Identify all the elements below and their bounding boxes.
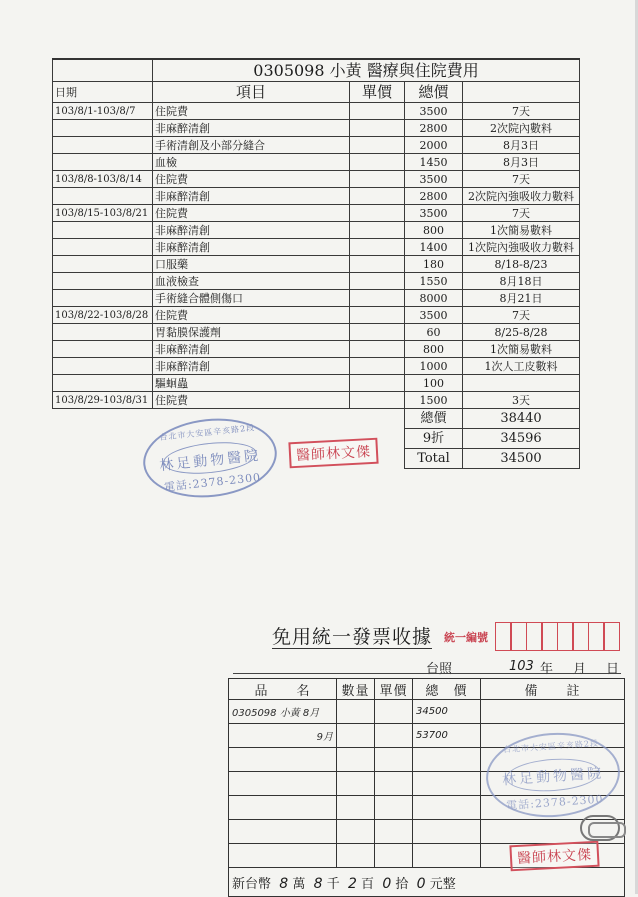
clinic-stamp-address: 台北市大安區辛亥路2段 <box>159 423 256 443</box>
expense-row <box>53 239 580 256</box>
summary-row <box>53 409 580 429</box>
receipt-row-unit <box>375 724 413 748</box>
row-unit-price <box>350 375 405 392</box>
receipt-header-unit: 單價 <box>375 679 413 700</box>
row-note: 8月18日 <box>463 273 580 290</box>
receipt-stamp-name: 林足動物醫院 <box>501 765 605 789</box>
row-unit-price <box>350 137 405 154</box>
receipt-divider <box>233 673 621 674</box>
row-note: 8月21日 <box>463 290 580 307</box>
row-unit-price <box>350 290 405 307</box>
receipt-row-total: 53700 <box>413 724 481 748</box>
receipt-row-qty <box>337 772 375 796</box>
receipt-header-row <box>229 679 625 700</box>
expense-row <box>53 171 580 188</box>
amount-shi-digit: 0 <box>382 875 392 892</box>
row-date: 103/8/8-103/8/14 <box>53 171 153 188</box>
expense-row <box>53 222 580 239</box>
expense-row <box>53 375 580 392</box>
receipt-amount-in-words <box>229 868 625 897</box>
row-item: 住院費 <box>153 205 350 222</box>
receipt-month-label: 月 <box>573 662 587 677</box>
expense-row <box>53 188 580 205</box>
twd-label: 新台幣 <box>232 876 272 892</box>
row-total: 3500 <box>405 103 463 120</box>
receipt-row-name: 0305098 小黃 8月 <box>229 700 337 724</box>
row-note <box>463 375 580 392</box>
row-date: 103/8/1-103/8/7 <box>53 103 153 120</box>
row-item: 非麻醉清創 <box>153 222 350 239</box>
row-total: 800 <box>405 341 463 358</box>
row-date: 103/8/15-103/8/21 <box>53 205 153 222</box>
receipt-row-qty <box>337 820 375 844</box>
amount-yuan-digit: 0 <box>416 875 426 892</box>
expense-row <box>53 392 580 409</box>
expense-header-row <box>53 82 580 103</box>
row-note: 7天 <box>463 171 580 188</box>
row-item: 血檢 <box>153 154 350 171</box>
row-unit-price <box>350 273 405 290</box>
row-note: 8/18-8/23 <box>463 256 580 273</box>
row-item: 住院費 <box>153 103 350 120</box>
unified-number-label: 統一編號 <box>444 631 488 644</box>
receipt-row <box>229 820 625 844</box>
row-date <box>53 358 153 375</box>
amount-wan-unit: 萬 <box>292 876 306 892</box>
receipt-row-unit <box>375 700 413 724</box>
expense-row <box>53 154 580 171</box>
row-total: 60 <box>405 324 463 341</box>
row-item: 非麻醉清創 <box>153 341 350 358</box>
row-item: 血液檢查 <box>153 273 350 290</box>
amount-yuan-unit: 元整 <box>429 876 456 892</box>
receipt-row-name <box>229 844 337 868</box>
receipt-row-total <box>413 748 481 772</box>
row-unit-price <box>350 324 405 341</box>
receipt-row-qty <box>337 724 375 748</box>
row-total: 2800 <box>405 120 463 137</box>
row-item: 住院費 <box>153 171 350 188</box>
header-item: 項目 <box>153 82 350 103</box>
row-note: 3天 <box>463 392 580 409</box>
row-total: 3500 <box>405 205 463 222</box>
header-date: 日期 <box>53 82 153 103</box>
header-total: 總價 <box>405 82 463 103</box>
receipt-row-total: 34500 <box>413 700 481 724</box>
row-note: 1次院內強吸收力數料 <box>463 239 580 256</box>
receipt-day-label: 日 <box>606 662 620 677</box>
row-note: 7天 <box>463 205 580 222</box>
row-date <box>53 290 153 307</box>
row-date <box>53 188 153 205</box>
header-unit-price: 單價 <box>350 82 405 103</box>
row-total: 3500 <box>405 307 463 324</box>
receipt-row-name <box>229 820 337 844</box>
row-date <box>53 120 153 137</box>
expense-row <box>53 341 580 358</box>
amount-bai-digit: 2 <box>347 875 357 892</box>
receipt-row-unit <box>375 796 413 820</box>
row-total: 2000 <box>405 137 463 154</box>
expense-title: 0305098 小黃 醫療與住院費用 <box>153 59 580 82</box>
receipt-row-qty <box>337 748 375 772</box>
summary-label: 9折 <box>405 429 463 449</box>
receipt-row-qty <box>337 796 375 820</box>
row-date <box>53 341 153 358</box>
row-note: 8/25-8/28 <box>463 324 580 341</box>
expense-row <box>53 358 580 375</box>
summary-value: 34500 <box>463 449 580 469</box>
row-date <box>53 154 153 171</box>
row-item: 手術清創及小部分縫合 <box>153 137 350 154</box>
row-total: 1450 <box>405 154 463 171</box>
row-unit-price <box>350 392 405 409</box>
receipt-row-qty <box>337 844 375 868</box>
row-unit-price <box>350 358 405 375</box>
row-total: 1400 <box>405 239 463 256</box>
row-unit-price <box>350 154 405 171</box>
row-item: 手術縫合體側傷口 <box>153 290 350 307</box>
receipt-row-remark <box>481 700 625 724</box>
row-note: 1次人工皮數料 <box>463 358 580 375</box>
doctor-stamp: 醫師林文傑 <box>288 438 378 469</box>
clinic-stamp-phone: 電話:2378-2300 <box>163 470 262 494</box>
row-unit-price <box>350 222 405 239</box>
row-item: 口服藥 <box>153 256 350 273</box>
row-item: 胃黏膜保護劑 <box>153 324 350 341</box>
expense-row <box>53 103 580 120</box>
receipt-title: 免用統一發票收據 <box>272 626 433 648</box>
row-date <box>53 239 153 256</box>
row-total: 100 <box>405 375 463 392</box>
receipt-stamp-phone: 電話:2378-2300 <box>505 792 604 813</box>
row-date <box>53 137 153 154</box>
row-note: 7天 <box>463 307 580 324</box>
amount-qian-unit: 千 <box>326 876 340 892</box>
receipt-stamp-address: 台北市大安區辛亥路2段 <box>502 738 600 755</box>
row-note: 8月3日 <box>463 137 580 154</box>
expense-row <box>53 205 580 222</box>
row-unit-price <box>350 239 405 256</box>
paper-clip-icon <box>580 815 620 841</box>
row-total: 1500 <box>405 392 463 409</box>
row-date <box>53 273 153 290</box>
row-item: 住院費 <box>153 307 350 324</box>
expense-title-row <box>53 59 580 82</box>
expense-row <box>53 324 580 341</box>
expense-row <box>53 307 580 324</box>
expense-row <box>53 120 580 137</box>
receipt-row <box>229 700 625 724</box>
expense-row <box>53 273 580 290</box>
row-note: 1次簡易數料 <box>463 341 580 358</box>
row-item: 驅蛔蟲 <box>153 375 350 392</box>
clinic-stamp-name: 林足動物醫院 <box>158 447 262 475</box>
row-total: 1550 <box>405 273 463 290</box>
row-unit-price <box>350 341 405 358</box>
row-date <box>53 256 153 273</box>
row-note: 1次簡易數料 <box>463 222 580 239</box>
receipt-header-total: 總 價 <box>413 679 481 700</box>
row-item: 非麻醉清創 <box>153 188 350 205</box>
row-total: 800 <box>405 222 463 239</box>
receipt-year-value: 103 <box>509 659 534 674</box>
amount-wan-digit: 8 <box>279 875 289 892</box>
row-item: 非麻醉清創 <box>153 239 350 256</box>
receipt-row-name <box>229 772 337 796</box>
receipt-row-total <box>413 844 481 868</box>
receipt-row-unit <box>375 820 413 844</box>
receipt-row-unit <box>375 748 413 772</box>
expense-table <box>52 58 580 469</box>
receipt-header-name: 品 名 <box>229 679 337 700</box>
amount-qian-digit: 8 <box>313 875 323 892</box>
row-date: 103/8/22-103/8/28 <box>53 307 153 324</box>
summary-value: 34596 <box>463 429 580 449</box>
row-date <box>53 375 153 392</box>
receipt-row-name <box>229 796 337 820</box>
row-unit-price <box>350 256 405 273</box>
row-unit-price <box>350 307 405 324</box>
row-item: 非麻醉清創 <box>153 120 350 137</box>
amount-bai-unit: 百 <box>361 876 375 892</box>
row-note: 2次院內數料 <box>463 120 580 137</box>
receipt-seal-label: 台照 <box>426 662 453 677</box>
row-note: 8月3日 <box>463 154 580 171</box>
receipt-row-unit <box>375 844 413 868</box>
expense-row <box>53 137 580 154</box>
row-unit-price <box>350 103 405 120</box>
row-total: 8000 <box>405 290 463 307</box>
receipt-row-total <box>413 772 481 796</box>
receipt-header-remark: 備 註 <box>481 679 625 700</box>
row-unit-price <box>350 120 405 137</box>
row-total: 3500 <box>405 171 463 188</box>
row-date: 103/8/29-103/8/31 <box>53 392 153 409</box>
receipt-doctor-stamp: 醫師林文傑 <box>509 841 599 872</box>
summary-value: 38440 <box>463 409 580 429</box>
row-item: 非麻醉清創 <box>153 358 350 375</box>
row-unit-price <box>350 188 405 205</box>
unified-number-boxes <box>496 622 620 651</box>
receipt-row-total <box>413 820 481 844</box>
receipt-row-total <box>413 796 481 820</box>
row-note: 7天 <box>463 103 580 120</box>
row-total: 180 <box>405 256 463 273</box>
receipt-row-name <box>229 748 337 772</box>
receipt-year-label: 年 <box>540 662 554 677</box>
summary-label: Total <box>405 449 463 469</box>
summary-label: 總價 <box>405 409 463 429</box>
row-date <box>53 222 153 239</box>
row-date <box>53 324 153 341</box>
row-unit-price <box>350 171 405 188</box>
receipt-header-qty: 數量 <box>337 679 375 700</box>
receipt-row-name: 9月 <box>229 724 337 748</box>
expense-row <box>53 290 580 307</box>
expense-row <box>53 256 580 273</box>
receipt-row-unit <box>375 772 413 796</box>
amount-shi-unit: 拾 <box>395 876 409 892</box>
row-unit-price <box>350 205 405 222</box>
row-item: 住院費 <box>153 392 350 409</box>
row-note: 2次院內強吸收力數料 <box>463 188 580 205</box>
row-total: 1000 <box>405 358 463 375</box>
row-total: 2800 <box>405 188 463 205</box>
receipt-total-row <box>229 868 625 897</box>
receipt-row-qty <box>337 700 375 724</box>
